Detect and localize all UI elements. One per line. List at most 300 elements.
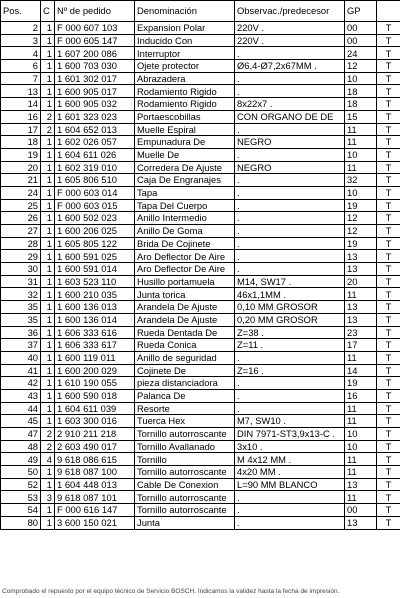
cell-order-number: 1 600 591 014 [55,263,135,276]
table-row [1,466,400,479]
cell-gp: 16 [345,389,377,402]
cell-t: T [377,60,400,73]
cell-gp: 19 [345,199,377,212]
cell-order-number: 1 600 591 025 [55,250,135,263]
cell-observations: M7, SW10 . [235,415,345,428]
cell-observations: 0,10 MM GROSOR [235,301,345,314]
cell-t: T [377,402,400,415]
col-header-gp: GP [345,1,377,22]
table-row [1,288,400,301]
cell-t: T [377,174,400,187]
table-row [1,225,400,238]
cell-designation: Aro Deflector De Aire [135,250,235,263]
cell-order-number: 1 604 652 013 [55,123,135,136]
cell-pos: 49 [1,453,41,466]
cell-pos: 52 [1,478,41,491]
cell-t: T [377,136,400,149]
cell-pos: 35 [1,301,41,314]
cell-gp: 11 [345,288,377,301]
cell-qty: 1 [41,186,55,199]
col-header-designation: Denominación [135,1,235,22]
cell-observations: M14, SW17 . [235,275,345,288]
cell-observations: 4x20 MM . [235,466,345,479]
cell-pos: 30 [1,263,41,276]
cell-order-number: 1 600 210 035 [55,288,135,301]
cell-qty: 1 [41,85,55,98]
table-row [1,326,400,339]
table-row [1,72,400,85]
table-row [1,148,400,161]
table-row [1,351,400,364]
cell-qty: 1 [41,516,55,529]
cell-gp: 11 [345,351,377,364]
cell-order-number: F 000 607 103 [55,22,135,35]
table-row [1,402,400,415]
cell-pos: 13 [1,85,41,98]
cell-observations: 220V . [235,34,345,47]
cell-qty: 1 [41,478,55,491]
cell-observations: Z=16 . [235,364,345,377]
table-row [1,174,400,187]
cell-order-number: F 000 605 147 [55,34,135,47]
cell-order-number: 1 600 206 025 [55,225,135,238]
cell-pos: 31 [1,275,41,288]
cell-pos: 44 [1,402,41,415]
cell-t: T [377,250,400,263]
cell-qty: 1 [41,212,55,225]
cell-order-number: 1 601 302 017 [55,72,135,85]
cell-t: T [377,301,400,314]
cell-observations: . [235,186,345,199]
cell-qty: 1 [41,250,55,263]
cell-t: T [377,161,400,174]
table-row [1,237,400,250]
cell-qty: 1 [41,136,55,149]
cell-t: T [377,389,400,402]
cell-qty: 2 [41,123,55,136]
cell-order-number: 1 604 611 039 [55,402,135,415]
table-row [1,453,400,466]
cell-pos: 32 [1,288,41,301]
table-row [1,364,400,377]
cell-t: T [377,351,400,364]
table-row [1,161,400,174]
cell-observations: L=90 MM BLANCO [235,478,345,491]
table-row [1,377,400,390]
cell-designation: Tornillo autorroscante [135,428,235,441]
cell-qty: 1 [41,389,55,402]
table-row [1,478,400,491]
cell-designation: Resorte [135,402,235,415]
cell-t: T [377,364,400,377]
cell-observations: . [235,174,345,187]
cell-pos: 37 [1,339,41,352]
cell-order-number: 1 600 590 018 [55,389,135,402]
cell-gp: 10 [345,148,377,161]
cell-order-number: 1 603 523 110 [55,275,135,288]
cell-pos: 26 [1,212,41,225]
cell-designation: Brida De Cojinete [135,237,235,250]
cell-designation: Junta torica [135,288,235,301]
cell-qty: 1 [41,364,55,377]
cell-qty: 1 [41,22,55,35]
cell-t: T [377,428,400,441]
cell-gp: 12 [345,225,377,238]
cell-order-number: 2 910 211 218 [55,428,135,441]
cell-observations: 46x1,1MM . [235,288,345,301]
cell-qty: 1 [41,377,55,390]
table-row [1,440,400,453]
cell-pos: 35 [1,313,41,326]
cell-pos: 21 [1,174,41,187]
cell-observations: . [235,225,345,238]
cell-order-number: 1 607 200 086 [55,47,135,60]
parts-table-body [1,22,400,530]
cell-gp: 13 [345,313,377,326]
cell-designation: Anillo De Goma [135,225,235,238]
col-header-c: C [41,1,55,22]
cell-designation: Cojinete De [135,364,235,377]
cell-pos: 4 [1,47,41,60]
cell-order-number: 9 618 086 615 [55,453,135,466]
cell-qty: 1 [41,148,55,161]
table-row [1,186,400,199]
cell-gp: 14 [345,364,377,377]
cell-qty: 1 [41,47,55,60]
cell-t: T [377,326,400,339]
cell-observations: . [235,237,345,250]
cell-designation: Tapa [135,186,235,199]
cell-designation: Muelle De [135,148,235,161]
cell-gp: 23 [345,326,377,339]
table-row [1,263,400,276]
table-row [1,123,400,136]
cell-gp: 00 [345,34,377,47]
cell-gp: 19 [345,237,377,250]
cell-qty: 1 [41,60,55,73]
cell-qty: 1 [41,237,55,250]
col-header-pos: Pos. [1,1,41,22]
cell-qty: 2 [41,110,55,123]
cell-order-number: 1 604 448 013 [55,478,135,491]
cell-qty: 1 [41,288,55,301]
cell-order-number: 1 610 190 055 [55,377,135,390]
cell-pos: 40 [1,351,41,364]
cell-order-number: 1 600 703 030 [55,60,135,73]
cell-observations: . [235,123,345,136]
cell-qty: 3 [41,491,55,504]
cell-pos: 19 [1,148,41,161]
cell-observations: CON ORGANO DE DE [235,110,345,123]
cell-t: T [377,504,400,517]
cell-qty: 1 [41,326,55,339]
cell-qty: 1 [41,466,55,479]
cell-designation: Inducido Con [135,34,235,47]
cell-designation: Anillo de seguridad [135,351,235,364]
cell-pos: 29 [1,250,41,263]
cell-gp: 11 [345,491,377,504]
cell-t: T [377,516,400,529]
cell-observations: . [235,72,345,85]
table-row [1,34,400,47]
cell-observations: NEGRO [235,136,345,149]
cell-designation: Cable De Conexion [135,478,235,491]
cell-pos: 36 [1,326,41,339]
cell-designation: Muelle Espiral [135,123,235,136]
cell-qty: 1 [41,339,55,352]
cell-gp: 13 [345,478,377,491]
cell-designation: Empunadura De [135,136,235,149]
cell-gp: 24 [345,47,377,60]
cell-designation: Tornillo [135,453,235,466]
cell-gp: 19 [345,377,377,390]
cell-designation: Husillo portamuela [135,275,235,288]
cell-designation: Abrazadera [135,72,235,85]
cell-order-number: 1 600 905 017 [55,85,135,98]
cell-designation: Arandela De Ajuste [135,301,235,314]
cell-observations: . [235,250,345,263]
cell-order-number: 1 600 502 023 [55,212,135,225]
cell-gp: 13 [345,250,377,263]
table-row [1,98,400,111]
cell-designation: Expansion Polar [135,22,235,35]
cell-gp: 00 [345,504,377,517]
cell-qty: 1 [41,313,55,326]
cell-designation: Tapa Del Cuerpo [135,199,235,212]
cell-gp: 10 [345,186,377,199]
cell-t: T [377,34,400,47]
cell-t: T [377,123,400,136]
cell-pos: 24 [1,186,41,199]
cell-pos: 45 [1,415,41,428]
cell-order-number: 1 600 905 032 [55,98,135,111]
cell-t: T [377,491,400,504]
cell-qty: 1 [41,161,55,174]
col-header-order-number: Nº de pedido [55,1,135,22]
cell-observations: 8x22x7 . [235,98,345,111]
cell-observations: . [235,199,345,212]
cell-t: T [377,148,400,161]
cell-t: T [377,313,400,326]
cell-designation: Arandela De Ajuste [135,313,235,326]
table-row [1,199,400,212]
cell-t: T [377,72,400,85]
table-row [1,250,400,263]
cell-order-number: 1 601 323 023 [55,110,135,123]
cell-t: T [377,478,400,491]
cell-t: T [377,263,400,276]
cell-order-number: 1 604 611 026 [55,148,135,161]
cell-pos: 2 [1,22,41,35]
cell-designation: Rodamiento Rigido [135,85,235,98]
cell-designation: Tornillo autorroscante [135,504,235,517]
cell-observations: Z=38 . [235,326,345,339]
cell-order-number: 3 600 150 021 [55,516,135,529]
cell-pos: 3 [1,34,41,47]
cell-designation: Tornillo autorroscante [135,466,235,479]
cell-designation: Junta [135,516,235,529]
cell-pos: 14 [1,98,41,111]
cell-t: T [377,98,400,111]
cell-pos: 53 [1,491,41,504]
cell-observations: DIN 7971-ST3,9x13-C . [235,428,345,441]
table-row [1,428,400,441]
table-row [1,504,400,517]
cell-qty: 1 [41,98,55,111]
cell-qty: 1 [41,402,55,415]
cell-observations: . [235,516,345,529]
cell-pos: 80 [1,516,41,529]
cell-observations: . [235,504,345,517]
cell-t: T [377,199,400,212]
cell-observations: 3x10 . [235,440,345,453]
table-header-row [1,1,400,22]
table-row [1,491,400,504]
cell-gp: 10 [345,428,377,441]
cell-gp: 10 [345,72,377,85]
cell-gp: 13 [345,516,377,529]
table-row [1,301,400,314]
cell-pos: 27 [1,225,41,238]
cell-pos: 28 [1,237,41,250]
cell-order-number: 1 600 136 014 [55,313,135,326]
cell-observations: . [235,212,345,225]
cell-order-number: 1 602 319 010 [55,161,135,174]
cell-t: T [377,440,400,453]
col-header-t [377,1,400,22]
table-row [1,212,400,225]
table-row [1,85,400,98]
cell-qty: 1 [41,225,55,238]
cell-designation: Palanca De [135,389,235,402]
table-row [1,47,400,60]
cell-observations: 0,20 MM GROSOR [235,313,345,326]
cell-order-number: 1 605 806 510 [55,174,135,187]
cell-pos: 42 [1,377,41,390]
cell-designation: Tornillo Avallanado [135,440,235,453]
cell-designation: Rodamiento Rigido [135,98,235,111]
cell-gp: 10 [345,440,377,453]
cell-gp: 13 [345,301,377,314]
table-row [1,415,400,428]
cell-t: T [377,110,400,123]
cell-qty: 1 [41,504,55,517]
cell-pos: 54 [1,504,41,517]
cell-observations: NEGRO [235,161,345,174]
cell-gp: 11 [345,136,377,149]
cell-gp: 11 [345,466,377,479]
table-row [1,339,400,352]
cell-pos: 25 [1,199,41,212]
cell-pos: 41 [1,364,41,377]
cell-t: T [377,466,400,479]
table-row [1,275,400,288]
table-row [1,136,400,149]
cell-designation: Corredera De Ajuste [135,161,235,174]
cell-designation: Aro Deflector De Aire [135,263,235,276]
cell-gp: 11 [345,402,377,415]
cell-gp: 15 [345,110,377,123]
cell-gp: 11 [345,453,377,466]
cell-order-number: 1 602 026 057 [55,136,135,149]
cell-qty: 1 [41,72,55,85]
cell-order-number: 9 618 087 100 [55,466,135,479]
cell-designation: pieza distanciadora [135,377,235,390]
table-row [1,60,400,73]
cell-observations: . [235,377,345,390]
cell-order-number: F 000 603 015 [55,199,135,212]
cell-gp: 12 [345,212,377,225]
table-row [1,110,400,123]
cell-observations: . [235,402,345,415]
cell-order-number: 1 603 300 016 [55,415,135,428]
cell-pos: 50 [1,466,41,479]
cell-qty: 4 [41,453,55,466]
cell-pos: 17 [1,123,41,136]
cell-designation: Rueda Conica [135,339,235,352]
cell-qty: 2 [41,428,55,441]
cell-gp: 13 [345,263,377,276]
cell-gp: 18 [345,98,377,111]
cell-pos: 18 [1,136,41,149]
cell-gp: 20 [345,275,377,288]
cell-order-number: 1 606 333 617 [55,339,135,352]
table-row [1,389,400,402]
col-header-observations: Observac./predecesor [235,1,345,22]
cell-pos: 6 [1,60,41,73]
cell-qty: 1 [41,199,55,212]
cell-t: T [377,275,400,288]
cell-designation: Caja De Engranajes [135,174,235,187]
cell-observations: Ø6,4-Ø7,2x67MM . [235,60,345,73]
cell-t: T [377,415,400,428]
cell-observations: . [235,148,345,161]
cell-designation: Rueda Dentada De [135,326,235,339]
cell-gp: 11 [345,123,377,136]
cell-order-number: 1 606 333 616 [55,326,135,339]
cell-gp: 32 [345,174,377,187]
cell-t: T [377,453,400,466]
cell-t: T [377,212,400,225]
cell-order-number: 9 618 087 101 [55,491,135,504]
cell-pos: 43 [1,389,41,402]
cell-qty: 1 [41,275,55,288]
cell-t: T [377,85,400,98]
cell-observations: . [235,351,345,364]
cell-order-number: 1 600 136 013 [55,301,135,314]
cell-pos: 16 [1,110,41,123]
cell-observations: . [235,491,345,504]
cell-gp: 00 [345,22,377,35]
cell-t: T [377,22,400,35]
cell-qty: 1 [41,415,55,428]
cell-t: T [377,237,400,250]
cell-designation: Portaescobillas [135,110,235,123]
cell-pos: 20 [1,161,41,174]
cell-qty: 1 [41,174,55,187]
cell-observations: . [235,85,345,98]
cell-qty: 2 [41,440,55,453]
cell-designation: Anillo Intermedio [135,212,235,225]
cell-designation: Tornillo autorroscante [135,491,235,504]
cell-qty: 1 [41,34,55,47]
cell-observations: 220V . [235,22,345,35]
cell-order-number: F 000 603 014 [55,186,135,199]
cell-observations: Z=11 . [235,339,345,352]
cell-designation: Ojete protector [135,60,235,73]
cell-observations: . [235,47,345,60]
cell-observations: M 4x12 MM . [235,453,345,466]
